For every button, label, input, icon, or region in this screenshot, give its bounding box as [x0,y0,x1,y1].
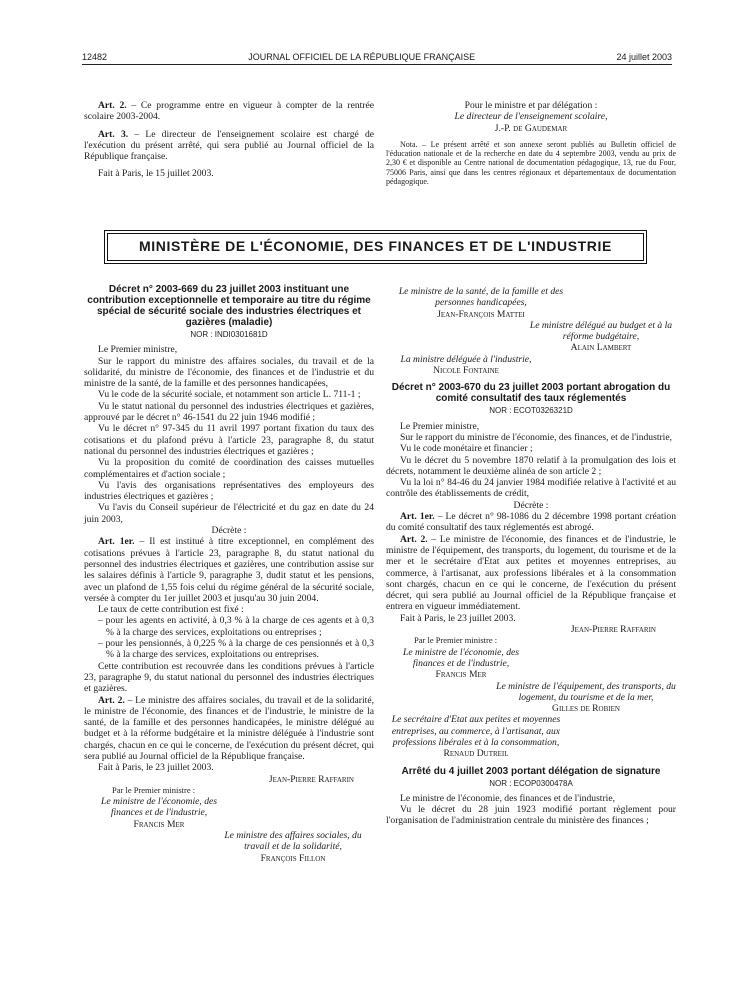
decrete: Décrète : [513,499,549,511]
issue-date: 24 juillet 2003 [616,52,672,62]
list-item: – pour les agents en activité, à 0,3 % à la charge de ces agents et à 0,3 % à la charge des services, exploitations ou entreprises ; [98,615,374,638]
article-text: – Il est institué à titre exceptionnel, en complément des cotisations prévues à l'article 23, paragraphe 8, du statut national du personnel des industries électriques et gazières, une contribution assise sur les salaires définis à l'article 9, paragraphe 3, dudit statut et les pensions, avec un plafond de 1,55 fois celui du régime général de la sécurité sociale, versée à compter du 1er juillet 2003 et jusqu'au 30 juin 2004. [84,536,374,604]
premier-ministre: Le Premier ministre, [400,420,480,432]
taux-line: Le taux de cette contribution est fixé : [98,604,244,616]
minister-title: La ministre déléguée à l'industrie, [400,353,532,365]
visa: Vu le décret du 5 novembre 1870 relatif à la promulgation des lois et décrets, notamment le deuxième alinéa de son article 2 ; [386,454,676,477]
minister-title: Le ministre de l'économie, des finances et de l'industrie, [101,796,217,819]
article-text: – Le directeur de l'enseignement scolaire est chargé de l'exécution du présent arrêté, qui sera publié au Journal officiel de la République française. [84,128,375,163]
page-number: 12482 [82,52,108,62]
decrete: Décrète : [211,525,247,537]
decree-title: Décret n° 2003-669 du 23 juillet 2003 instituant une contribution exceptionnelle et temporaire au titre du régime spécial de sécurité sociale des industries électriques et gazières (maladie) [87,284,371,328]
journal-title: JOURNAL OFFICIEL DE LA RÉPUBLIQUE FRANÇAISE [248,52,476,62]
article-label: Art. 2. [98,694,125,706]
visa: Vu la proposition du comité de coordination des caisses mutuelles complémentaires et d'action sociale ; [84,457,374,480]
nor-reference: NOR : ECOT0326321D [489,406,573,416]
decree-669-column [84,284,374,864]
visa: Sur le rapport du ministre de l'économie, des finances, et de l'industrie, [400,431,673,443]
article-1 [386,511,676,534]
fait-a-paris: Fait à Paris, le 15 juillet 2003. [98,168,214,180]
article-text: – Le ministre de l'économie, des finances et de l'industrie, le ministre de l'équipement, des transports, du logement, du tourisme et de la mer et le secrétaire d'Etat aux petites et moyennes entreprises, au commerce, à l'artisanat, aux professions libérales et à la consommation sont chargés, chacun en ce qui le concerne, de l'exécution du présent décret, qui sera publié au Journal officiel de la République française et entrera en vigueur immédiatement. [386,533,676,613]
article-text: – Ce programme entre en vigueur à compter de la rentrée scolaire 2003-2004. [84,100,374,123]
top-left-column [84,100,374,180]
signer-name: Francis Mer [133,818,185,830]
signer-name: Francis Mer [435,669,487,681]
decree-title: Décret n° 2003-670 du 23 juillet 2003 portant abrogation du comité consultatif des taux réglementés [391,382,671,405]
article-2 [386,534,676,613]
signer-name: Jean-Pierre Raffarin [268,773,354,785]
signer-name: Renaud Dutreil [443,748,509,760]
list-item: – pour les pensionnés, à 0,225 % à la charge de ces pensionnés et à 0,3 % à la charge des services, exploitations ou entreprises. [98,638,374,661]
article-label: Art. 2. [98,100,127,111]
visa: Sur le rapport du ministre des affaires sociales, du travail et de la solidarité, du ministre de l'économie, des finances et de l'industrie et du ministre de la santé, de la famille et des personnes handicapées, [84,355,374,390]
nor-reference: NOR : INDI0301681D [190,330,268,339]
arrete-title: Arrêté du 4 juillet 2003 portant délégation de signature [401,765,661,777]
visa: Vu le décret du 28 juin 1923 modifié portant règlement pour l'organisation de l'administration centrale du ministère des finances ; [386,804,676,827]
fait-a-paris: Fait à Paris, le 23 juillet 2003. [98,762,214,774]
minister-title: Le secrétaire d'Etat aux petites et moyennes entreprises, au commerce, à l'artisanat, aux professions libérales et à la consommation, [391,714,561,748]
rate-list [84,615,374,660]
signer-name: Gilles de Robien [552,703,620,715]
signer-name: François Fillon [260,852,326,864]
delegation-line: Pour le ministre et par délégation : [464,100,598,111]
visa: Vu l'avis des organisations représentatives des employeurs des industries électriques et gazières ; [84,479,374,503]
article-3 [84,129,374,163]
header-rule [82,64,672,65]
nor-reference: NOR : ECOP0300478A [489,778,573,788]
signer-name: Nicole Fontaine [433,365,499,377]
article-label: Art. 1er. [98,536,135,548]
signer-name: Jean-Pierre Raffarin [570,624,656,636]
signer-name: Jean-François Mattei [437,308,525,320]
minister-title: Le ministre délégué au budget et à la réforme budgétaire, [529,319,673,343]
article-2 [84,100,374,123]
visa: Vu l'avis du Conseil supérieur de l'électricité et du gaz en date du 24 juin 2003, [84,502,374,525]
article-label: Art. 1er. [400,511,435,523]
nota-text: Nota. – Le présent arrêté et son annexe seront publiés au Bulletin officiel de l'éducation nationale et de la recherche en date du 4 septembre 2003, vendu au prix de 2,30 € et disponible au Centre national de documentation pédagogique, 13, rue du Four, 75006 Paris, ainsi que dans les centres régionaux et départementaux de documentation pédagogique. [386,139,676,187]
par-premier-ministre: Par le Premier ministre : [112,784,196,795]
recouvrement: Cette contribution est recouvrée dans les conditions prévues à l'article 23, paragraphe 9, du statut national du personnel des industries électriques et gazières. [84,660,374,695]
premier-ministre: Le Premier ministre, [98,344,178,356]
ministry-banner: MINISTÈRE DE L'ÉCONOMIE, DES FINANCES ET DE L'INDUSTRIE [107,233,644,261]
delegation-title: Le directeur de l'enseignement scolaire, [454,111,608,123]
minister-title: Le ministre de la santé, de la famille et des personnes handicapées, [398,286,564,309]
visa: Vu le statut national du personnel des industries électriques et gazières, approuvé par le décret n° 46-1541 du 22 juin 1946 modifié ; [84,400,374,424]
article-text: – Le décret n° 98-1086 du 2 décembre 1998 portant création du comité consultatif des taux réglementés est abrogé. [386,511,676,534]
signer-name: Alain Lambert [570,342,632,354]
visa: Vu le code de la sécurité sociale, et notamment son article L. 711-1 ; [98,389,361,401]
article-1 [84,536,374,604]
minister-title: Le ministre de l'économie, des finances et de l'industrie, [403,646,519,669]
article-text: – Le ministre des affaires sociales, du travail et de la solidarité, le ministre de l'économie, des finances et de l'industrie, le ministre de la santé, de la famille et des personnes handicapées, le ministre délégué au budget et à la réforme budgétaire et la ministre déléguée à l'industrie sont chargés, chacun en ce qui le concerne, de l'exécution du présent décret, qui sera publié au Journal officiel de la République française. [84,694,374,762]
top-right-column [386,100,676,186]
minister-title: Le ministre de l'équipement, des transports, du logement, du tourisme et de la mer, [496,680,676,703]
minister-title: Le ministre des affaires sociales, du travail et de la solidarité, [224,830,362,853]
par-premier-ministre: Par le Premier ministre : [414,635,498,646]
visa: Vu le code monétaire et financier ; [400,443,533,455]
arrete-minister-line: Le ministre de l'économie, des finances et de l'industrie, [400,792,615,804]
page-header [82,52,672,63]
article-label: Art. 3. [98,128,129,140]
visa: Vu la loi n° 84-46 du 24 janvier 1984 modifiée relative à l'activité et au contrôle des établissements de crédit, [386,477,676,500]
article-2 [84,695,374,763]
right-main-column [386,286,676,827]
fait-a-paris: Fait à Paris, le 23 juillet 2003. [400,612,516,624]
article-label: Art. 2. [400,533,428,545]
visa: Vu le décret n° 97-345 du 11 avril 1997 portant fixation du taux des cotisations et du plafond prévu à l'article 23, paragraphe 8, du statut national du personnel des industries électriques et gazières ; [84,423,374,457]
signer-name: J.-P. de Gaudemar [494,122,568,134]
